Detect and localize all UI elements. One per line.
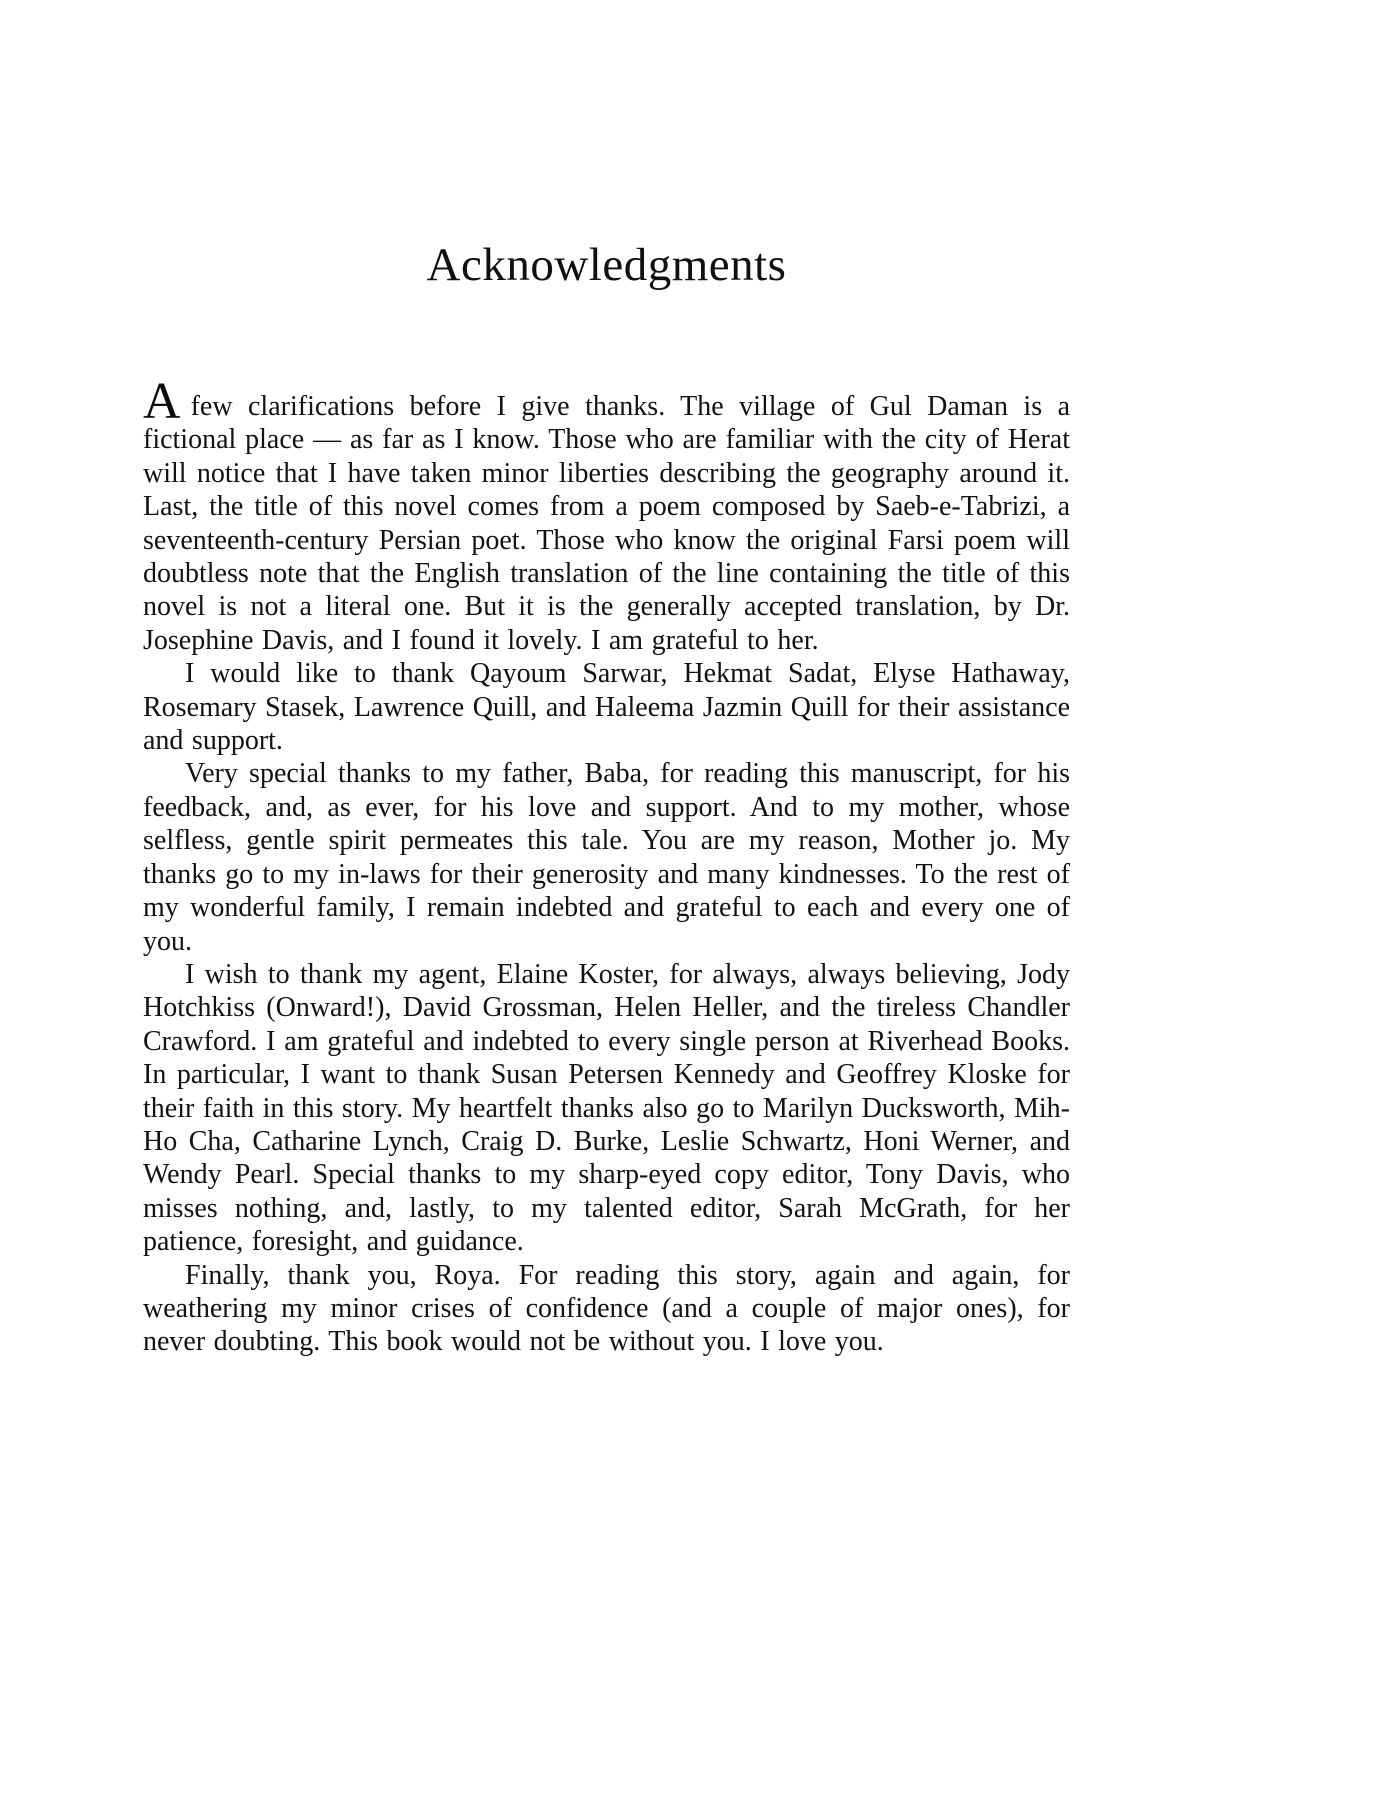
paragraph xyxy=(143,373,1070,657)
initial-capital: A xyxy=(143,373,182,430)
paragraph-text: few clarifications before I give thanks. The village of Gul Daman is a fictional place — as far as I know. Those who are familiar with the city of Herat will notice that I have taken minor liberties describing the geography around it. Last, the title of this novel comes from a poem composed by Saeb-e-Tabrizi, a seventeenth-century Persian poet. Those who know the original Farsi poem will doubtless note that the English translation of the line containing the title of this novel is not a literal one. But it is the generally accepted translation, by Dr. Josephine Davis, and I found it lovely. I am grateful to her. xyxy=(143,391,1070,656)
paragraph: I wish to thank my agent, Elaine Koster, for always, always believing, Jody Hotchkiss (Onward!), David Grossman, Helen Heller, and the tireless Chandler Crawford. I am grateful and indebted to every single person at Riverhead Books. In particular, I want to thank Susan Petersen Kennedy and Geoffrey Kloske for their faith in this story. My heartfelt thanks also go to Marilyn Ducksworth, Mih-Ho Cha, Catharine Lynch, Craig D. Burke, Leslie Schwartz, Honi Werner, and Wendy Pearl. Special thanks to my sharp-eyed copy editor, Tony Davis, who misses nothing, and, lastly, to my talented editor, Sarah McGrath, for her patience, foresight, and guidance. xyxy=(143,958,1070,1258)
page-title: Acknowledgments xyxy=(426,239,787,291)
paragraph: I would like to thank Qayoum Sarwar, Hekmat Sadat, Elyse Hathaway, Rosemary Stasek, Lawrence Quill, and Haleema Jazmin Quill for their assistance and support. xyxy=(143,658,1070,757)
paragraph: Very special thanks to my father, Baba, for reading this manuscript, for his feedback, and, as ever, for his love and support. And to my mother, whose selfless, gentle spirit permeates this tale. You are my reason, Mother jo. My thanks go to my in-laws for their generosity and many kindnesses. To the rest of my wonderful family, I remain indebted and grateful to each and every one of you. xyxy=(143,758,1070,957)
body-text xyxy=(143,373,1070,1359)
paragraph: Finally, thank you, Roya. For reading this story, again and again, for weathering my minor crises of confidence (and a couple of major ones), for never doubting. This book would not be without you. I love you. xyxy=(143,1259,1070,1358)
